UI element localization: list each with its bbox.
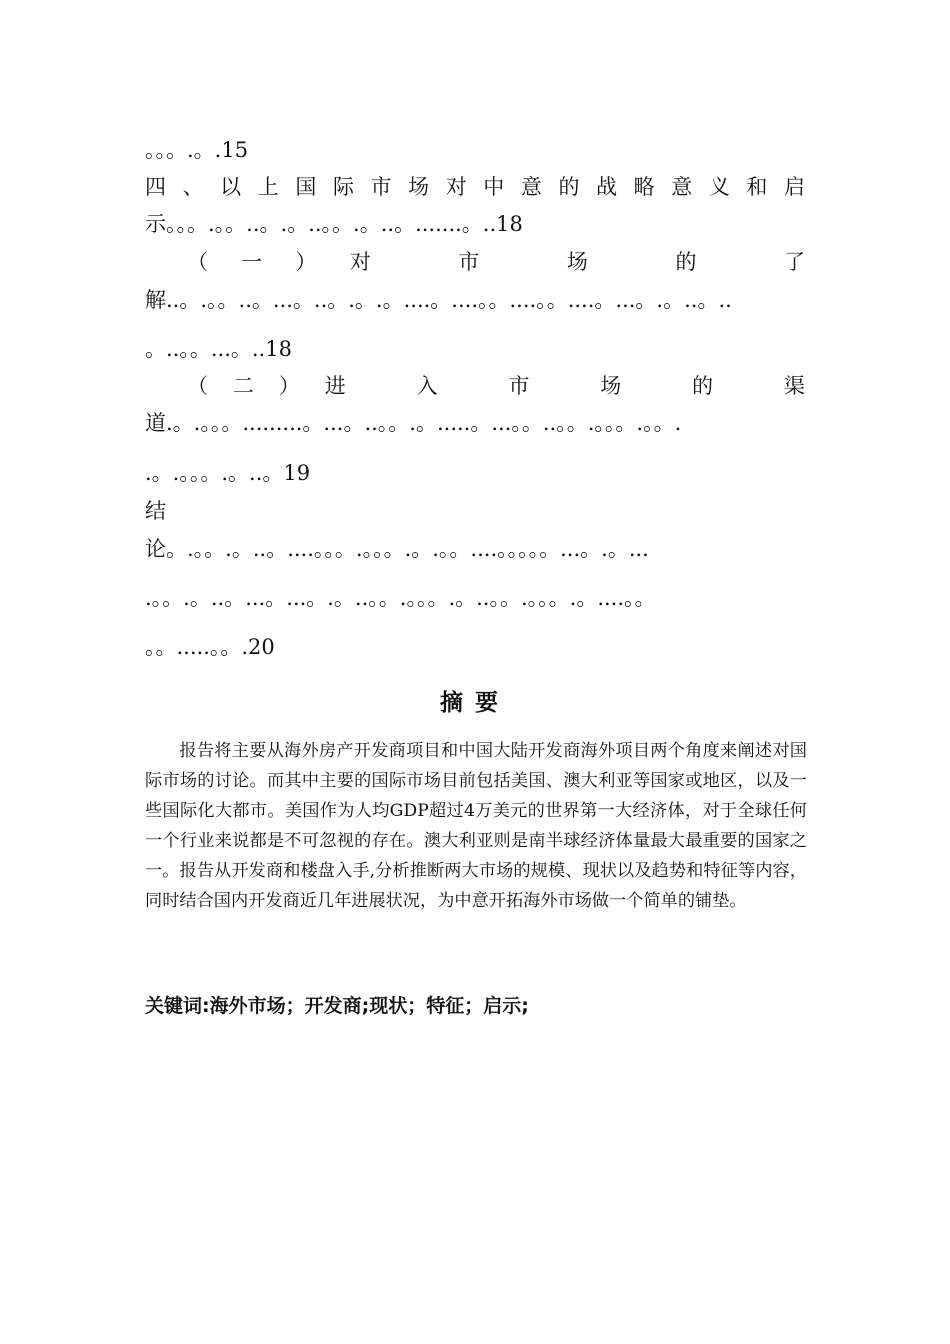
toc-conclusion-leader-3: 。。.....。。.20 [145,635,275,659]
toc-line-15 [145,137,805,163]
toc-conclusion-leader-2: .。。.。..。...。...。.。..。。.。。。.。..。。.。。。.。....。。 [145,586,656,610]
toc-conclusion-title: 结 [145,499,166,523]
toc-item-4-2-leader-2: .。.。。。.。..。19 [145,461,311,485]
toc-item-4-1-leader-1: 解..。.。。..。...。..。.。.。....。....。。....。。....。...。.。..。.. [145,288,732,312]
toc-item-4-2-title: （二）进 入 市 场 的 渠 [187,374,805,398]
abstract-heading: 摘要 [440,690,510,716]
keywords-line: 关键词:海外市场；开发商;现状；特征；启示; [145,995,529,1017]
abstract-paragraph: 报告将主要从海外房产开发商项目和中国大陆开发商海外项目两个角度来阐述对国际市场的讨论。而其中主要的国际市场目前包括美国、澳大利亚等国家或地区，以及一些国际化大都市。美国作为人均GDP超过4万美元的世界第一大经济体，对于全球任何一个行业来说都是不可忽视的存在。澳大利亚则是南半球经济体量最大最重要的国家之一。报告从开发商和楼盘入手,分析推断两大市场的规模、现状以及趋势和特征等内容，同时结合国内开发商近几年进展状况，为中意开拓海外市场做一个简单的铺垫。 [145,741,807,911]
toc-item-4-1-leader-2: 。..。。...。..18 [145,337,292,361]
toc-leader-15: 。。。.。.15 [145,138,249,162]
toc-conclusion-leader-1: 论。.。。.。..。....。。。.。。。.。.。。....。。。。。...。.。... [145,537,649,561]
toc-item-4-2-leader-1: 道.。.。。。.........。...。..。。.。.....。...。。..。。.。。。.。。. [145,411,682,435]
toc-item-4-title: 四、以上国际市场对中意的战略意义和启 [145,175,805,199]
toc-item-4-1-title: （一）对 市 场 的 了 [187,250,805,274]
abstract-body [145,736,807,916]
toc-item-4-leader: 示。。。.。。..。.。..。。.。..。.......。..18 [145,212,523,236]
